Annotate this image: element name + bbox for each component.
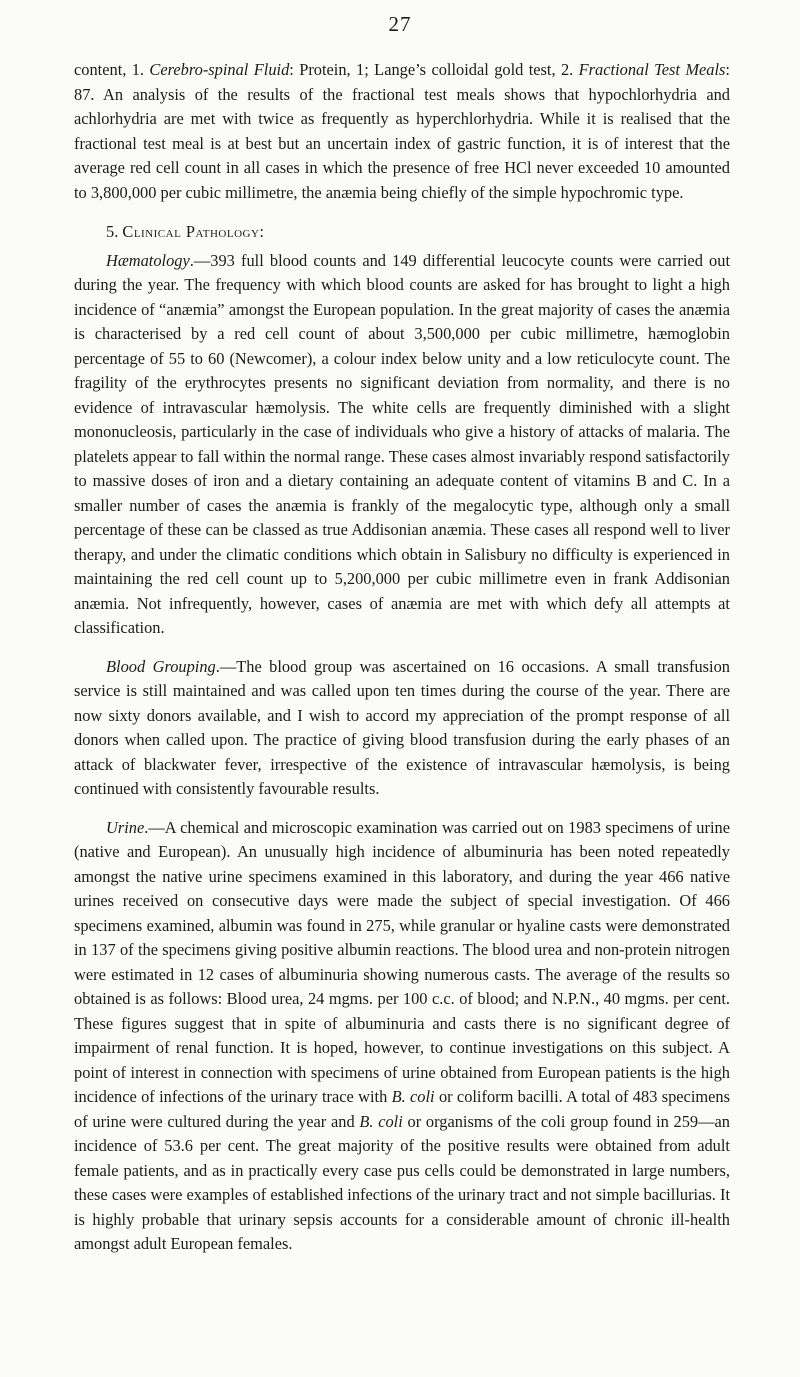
page-number: 27 xyxy=(388,12,412,36)
urine-heading: Urine xyxy=(106,817,145,837)
haematology-text: .—393 full blood counts and 149 differential leucocyte counts were carried out during the year. The frequency with which blood counts are asked for has brought to light a high incidence of “anæmia” amongst the European population. In the great majority of cases the anæmia is characterised by a red cell count of about 3,500,000 per cubic millimetre, hæmoglobin percentage of 55 to 60 (Newcomer), a colour index below unity and a low reticulocyte count. The fragility of the erythrocytes presents no significant deviation from normality, and there is no evidence of intravascular hæmolysis. The white cells are frequently diminished with a slight mononucleosis, particularly in the case of individuals who give a history of attacks of malaria. The platelets appear to fall within the normal range. These cases almost invariably respond satisfactorily to massive doses of iron and a dietary containing an adequate content of vitamins B and C. In a smaller number of cases the anæmia is frankly of the megalocytic type, although only a small percentage of these can be classed as true Addisonian anæmia. These cases all respond well to liver therapy, and under the climatic conditions which obtain in Salisbury no difficulty is experienced in maintaining the red cell count up to 5,200,000 per cubic millimetre even in frank Addisonian anæmia. Not infrequently, however, cases of anæmia are met with which defy all attempts at classification. xyxy=(74,250,730,637)
urine-text-b: or coliform bacilli. A total of 483 specimens of urine were cultured during the year and xyxy=(74,1087,730,1131)
fractional-test-meals-heading: Fractional Test Meals xyxy=(578,60,726,79)
section-number: 5. xyxy=(106,222,123,241)
b-coli-term-2: B. coli xyxy=(359,1111,403,1131)
paragraph-gastric-results xyxy=(74,58,730,205)
p1-text-a: content, 1. xyxy=(74,60,150,79)
csf-heading: Cerebro-spinal Fluid xyxy=(149,60,290,79)
p1-text-c: : 87. An analysis of the results of the fractional test meals shows that hypochlorhydria and achlorhydria are met with twice as frequently as hyperchlorhydria. While it is realised that the fractional test meal is at best but an uncertain index of gastric function, it is of interest that the average red cell count in all cases in which the presence of free HCl never exceeded 10 amounted to 3,800,000 per cubic millimetre, the anæmia being chiefly of the simple hypochromic type. xyxy=(74,60,730,202)
haematology-heading: Hæmatology xyxy=(106,250,190,270)
section-colon: : xyxy=(259,222,264,241)
section-heading xyxy=(74,220,730,245)
urine-text-c: or organisms of the coli group found in 259—an incidence of 53.6 per cent. The great majority of the positive results were obtained from adult female patients, and as in practically every case pus cells could be demonstrated in large numbers, these cases were examples of established infections of the urinary tract and not simple bacillurias. It is highly probable that urinary sepsis accounts for a considerable amount of chronic ill-health amongst adult European females. xyxy=(74,1111,730,1253)
paragraph-urine xyxy=(74,816,730,1257)
text-column xyxy=(74,58,730,1257)
p1-text-b: : Protein, 1; Lange’s colloidal gold test, 2. xyxy=(289,60,579,79)
b-coli-term-1: B. coli xyxy=(391,1087,435,1106)
paragraph-blood-grouping xyxy=(74,655,730,802)
blood-grouping-text: .—The blood group was ascertained on 16 occasions. A small transfusion service is still maintained and was called upon ten times during the course of the year. There are now sixty donors available, and I wish to accord my appreciation of the prompt response of all donors when called upon. The practice of giving blood transfusion during the early phases of an attack of blackwater fever, irrespective of the existence of intravascular hæmolysis, is being continued with consistently favourable results. xyxy=(74,656,730,798)
urine-text-a: .—A chemical and microscopic examination was carried out on 1983 specimens of urine (native and European). An unusually high incidence of albuminuria has been noted repeatedly amongst the native urine specimens examined in this laboratory, and during the year 466 native urines received on consecutive days were made the subject of special investigation. Of 466 specimens examined, albumin was found in 275, while granular or hyaline casts were demonstrated in 137 of the specimens giving positive albumin reactions. The blood urea and non-protein nitrogen were estimated in 12 cases of albuminuria showing numerous casts. The average of the results so obtained is as follows: Blood urea, 24 mgms. per 100 c.c. of blood; and N.P.N., 40 mgms. per cent. These figures suggest that in spite of albuminuria and casts there is no significant degree of impairment of renal function. It is hoped, however, to continue investigations on this subject. A point of interest in connection with specimens of urine obtained from European patients is the high incidence of infections of the urinary trace with xyxy=(74,817,730,1106)
paragraph-haematology xyxy=(74,249,730,641)
blood-grouping-heading: Blood Grouping xyxy=(106,656,216,676)
section-title: Clinical Pathology xyxy=(122,222,260,241)
